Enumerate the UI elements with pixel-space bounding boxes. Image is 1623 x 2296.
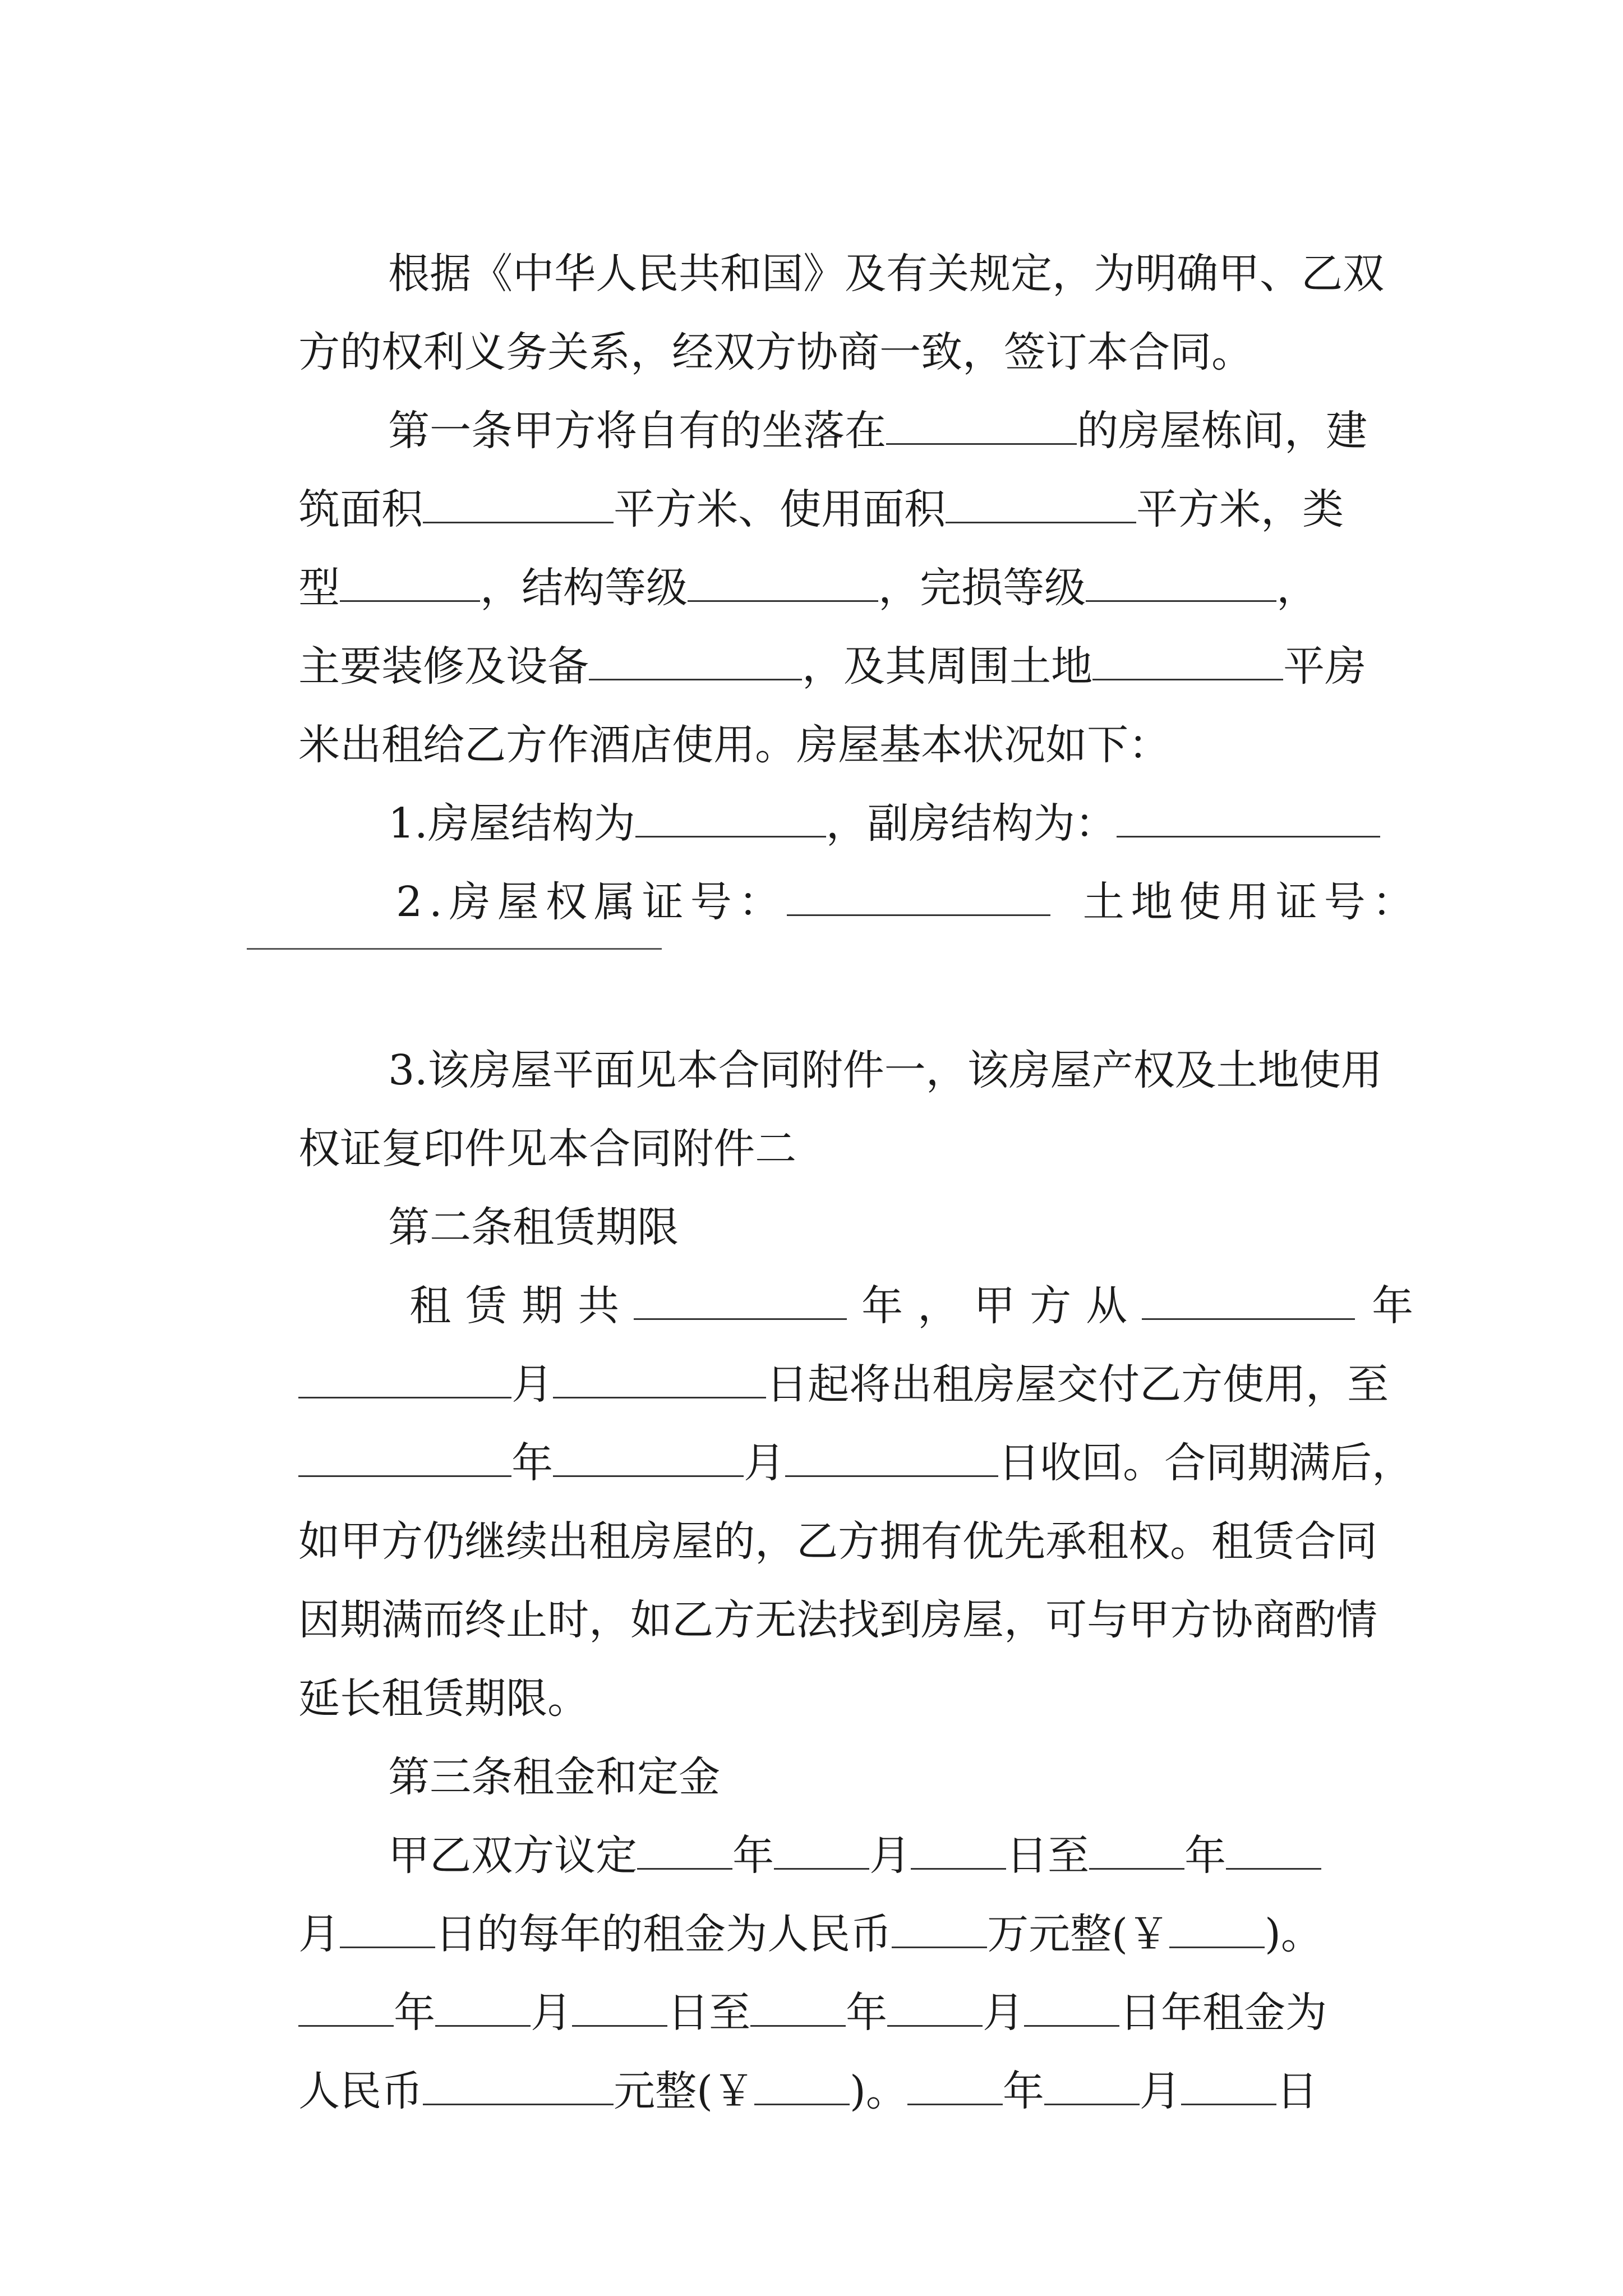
rent3-month-blank[interactable] bbox=[1044, 2069, 1140, 2105]
rent3-year-blank[interactable] bbox=[907, 2069, 1003, 2105]
text: 第三条租金和定金 bbox=[388, 1753, 721, 1801]
text: 因期满而终止时，如乙方无法找到房屋，可与甲方协商酌情 bbox=[298, 1596, 1378, 1644]
text: 月 bbox=[744, 1439, 786, 1487]
text: 土地使用证号： bbox=[1082, 878, 1421, 926]
text: 延长租赁期限。 bbox=[298, 1674, 589, 1723]
text: 日 bbox=[1276, 2067, 1318, 2115]
text: 年 bbox=[511, 1439, 554, 1487]
text: 月 bbox=[1139, 2067, 1181, 2115]
ownership-certificate-blank[interactable] bbox=[787, 880, 1050, 916]
text: 根据《中华人民共和国》及有关规定，为明确甲、乙双 bbox=[388, 250, 1385, 298]
text: 年 bbox=[394, 1989, 436, 2037]
text: 平方米、使用面积 bbox=[614, 485, 946, 533]
text: 如甲方仍继续出租房屋的，乙方拥有优先承租权。租赁合同 bbox=[298, 1517, 1378, 1566]
text: 年，甲方从 bbox=[861, 1282, 1142, 1330]
text: 权证复印件见本合同附件二 bbox=[298, 1125, 797, 1173]
text: 型 bbox=[298, 564, 340, 612]
text: 万元整(￥ bbox=[987, 1910, 1169, 1958]
rent3-day-blank[interactable] bbox=[1181, 2069, 1276, 2105]
text: 平房 bbox=[1283, 642, 1367, 691]
item-2-certificates bbox=[343, 818, 1421, 986]
text: 3.该房屋平面见本合同附件一，该房屋产权及土地使用 bbox=[388, 1046, 1382, 1094]
text: 月 bbox=[511, 1360, 554, 1409]
rent2-figure-blank[interactable] bbox=[754, 2069, 850, 2105]
text: 2.房屋权属证号： bbox=[396, 878, 787, 926]
text: 年 bbox=[1372, 1282, 1414, 1330]
text: )。 bbox=[849, 2067, 907, 2115]
article-3-line-4 bbox=[246, 2007, 1318, 2175]
text: 第一条甲方将自有的坐落在 bbox=[388, 407, 887, 455]
text: 租赁期共 bbox=[409, 1282, 634, 1330]
text: 的房屋栋间，建 bbox=[1077, 407, 1368, 455]
text: 平方米，类 bbox=[1136, 485, 1344, 533]
text: 月 bbox=[869, 1832, 911, 1880]
text: 月 bbox=[531, 1989, 573, 2037]
text: )。 bbox=[1264, 1910, 1322, 1958]
text: 元整(￥ bbox=[614, 2067, 754, 2115]
text: 人民币 bbox=[298, 2067, 423, 2115]
text: ，副房结构为： bbox=[826, 799, 1117, 848]
text: 筑面积 bbox=[298, 485, 423, 533]
text: 日至 bbox=[667, 1989, 751, 2037]
rent2-words-blank[interactable] bbox=[423, 2069, 614, 2105]
text: 年 bbox=[1184, 1832, 1227, 1880]
text: 月 bbox=[983, 1989, 1025, 2037]
text: 方的权利义务关系，经双方协商一致，签订本合同。 bbox=[298, 328, 1253, 376]
text: 1.房屋结构为 bbox=[388, 799, 635, 848]
text: ，完损等级 bbox=[878, 564, 1086, 612]
text: ，结构等级 bbox=[480, 564, 688, 612]
text: 日年租金为 bbox=[1119, 1989, 1327, 2037]
text: 月 bbox=[298, 1910, 340, 1958]
text: 日起将出租房屋交付乙方使用，至 bbox=[766, 1360, 1389, 1409]
text: ，及其周围土地 bbox=[802, 642, 1093, 691]
text: 甲乙双方议定 bbox=[388, 1832, 638, 1880]
text: 米出租给乙方作酒店使用。房屋基本状况如下： bbox=[298, 721, 1170, 769]
text: 日收回。合同期满后， bbox=[998, 1439, 1414, 1487]
land-certificate-blank[interactable] bbox=[247, 948, 662, 950]
text: 年 bbox=[732, 1832, 774, 1880]
text: 日的每年的租金为人民币 bbox=[435, 1910, 892, 1958]
text: 年 bbox=[1002, 2067, 1044, 2115]
text: 主要装修及设备 bbox=[298, 642, 589, 691]
text: 年 bbox=[846, 1989, 888, 2037]
text: 第二条租赁期限 bbox=[388, 1203, 679, 1251]
text: 日至 bbox=[1006, 1832, 1090, 1880]
text: ， bbox=[1276, 564, 1318, 612]
